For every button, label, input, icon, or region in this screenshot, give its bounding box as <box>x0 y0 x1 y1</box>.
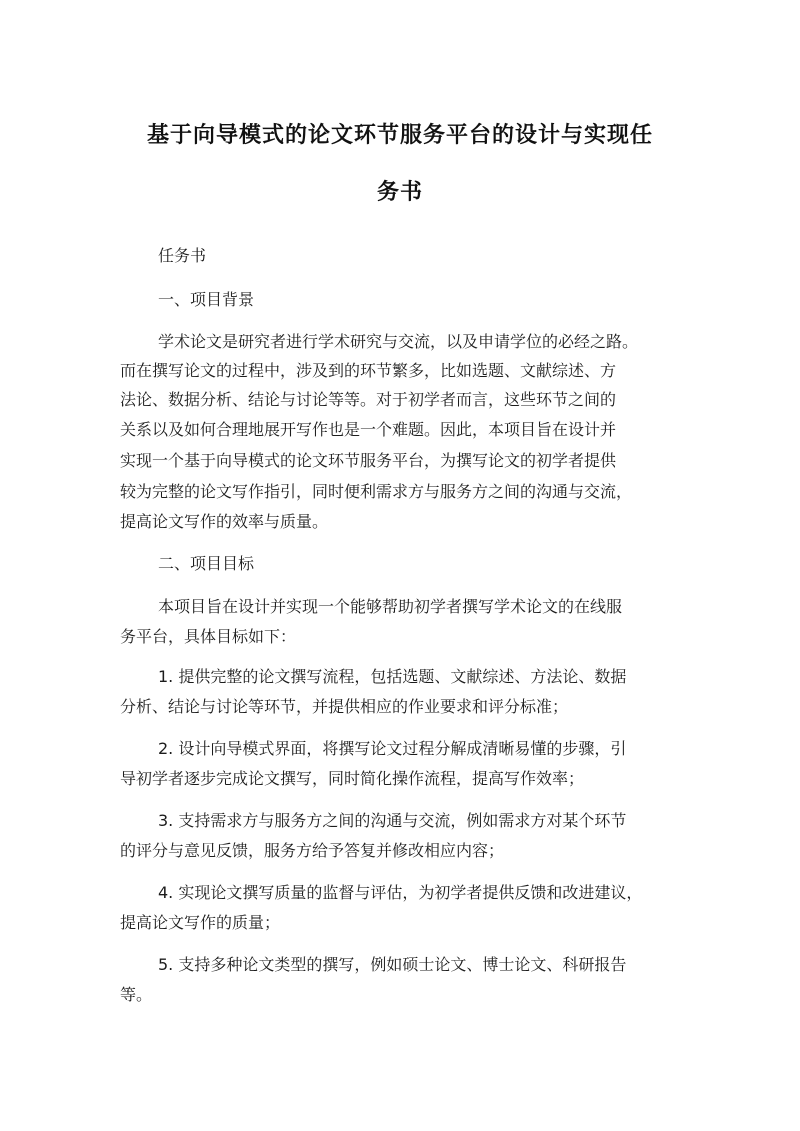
goal-item-3-line: 3. 支持需求方与服务方之间的沟通与交流，例如需求方对某个环节 <box>158 811 627 830</box>
section1-paragraph-line: 提高论文写作的效率与质量。 <box>120 512 329 531</box>
document-title-line-2: 务书 <box>376 180 423 205</box>
goal-item-1-line: 分析、结论与讨论等环节，并提供相应的作业要求和评分标准； <box>120 697 569 716</box>
goal-item-1-line: 1. 提供完整的论文撰写流程，包括选题、文献综述、方法论、数据 <box>158 667 627 686</box>
goal-item-2-line: 2. 设计向导模式界面，将撰写论文过程分解成清晰易懂的步骤，引 <box>158 739 627 758</box>
goal-item-5-line: 等。 <box>120 985 153 1004</box>
section1-paragraph-line: 而在撰写论文的过程中，涉及到的环节繁多，比如选题、文献综述、方 <box>120 361 617 380</box>
goal-item-5-line: 5. 支持多种论文类型的撰写，例如硕士论文、博士论文、科研报告 <box>158 955 627 974</box>
section1-paragraph-line: 较为完整的论文写作指引，同时便利需求方与服务方之间的沟通与交流， <box>120 482 633 501</box>
section1-paragraph-line: 学术论文是研究者进行学术研究与交流，以及申请学位的必经之路。 <box>158 332 639 351</box>
section1-paragraph-line: 法论、数据分析、结论与讨论等等。对于初学者而言，这些环节之间的 <box>120 390 617 409</box>
section2-heading: 二、项目目标 <box>158 554 255 573</box>
section1-paragraph-line: 实现一个基于向导模式的论文环节服务平台，为撰写论文的初学者提供 <box>120 451 617 470</box>
section1-heading: 一、项目背景 <box>158 290 255 309</box>
goal-item-3-line: 的评分与意见反馈，服务方给予答复并修改相应内容； <box>120 841 505 860</box>
section2-intro-line: 本项目旨在设计并实现一个能够帮助初学者撰写学术论文的在线服 <box>158 597 623 616</box>
section1-paragraph-line: 关系以及如何合理地展开写作也是一个难题。因此，本项目旨在设计并 <box>120 420 617 439</box>
goal-item-2-line: 导初学者逐步完成论文撰写，同时简化操作流程，提高写作效率； <box>120 769 585 788</box>
section2-intro-line: 务平台，具体目标如下： <box>120 627 297 646</box>
task-heading: 任务书 <box>158 246 207 265</box>
goal-item-4-line: 提高论文写作的质量； <box>120 913 281 932</box>
goal-item-4-line: 4. 实现论文撰写质量的监督与评估，为初学者提供反馈和改进建议， <box>158 883 643 902</box>
document-title-line-1: 基于向导模式的论文环节服务平台的设计与实现任 <box>146 123 653 148</box>
